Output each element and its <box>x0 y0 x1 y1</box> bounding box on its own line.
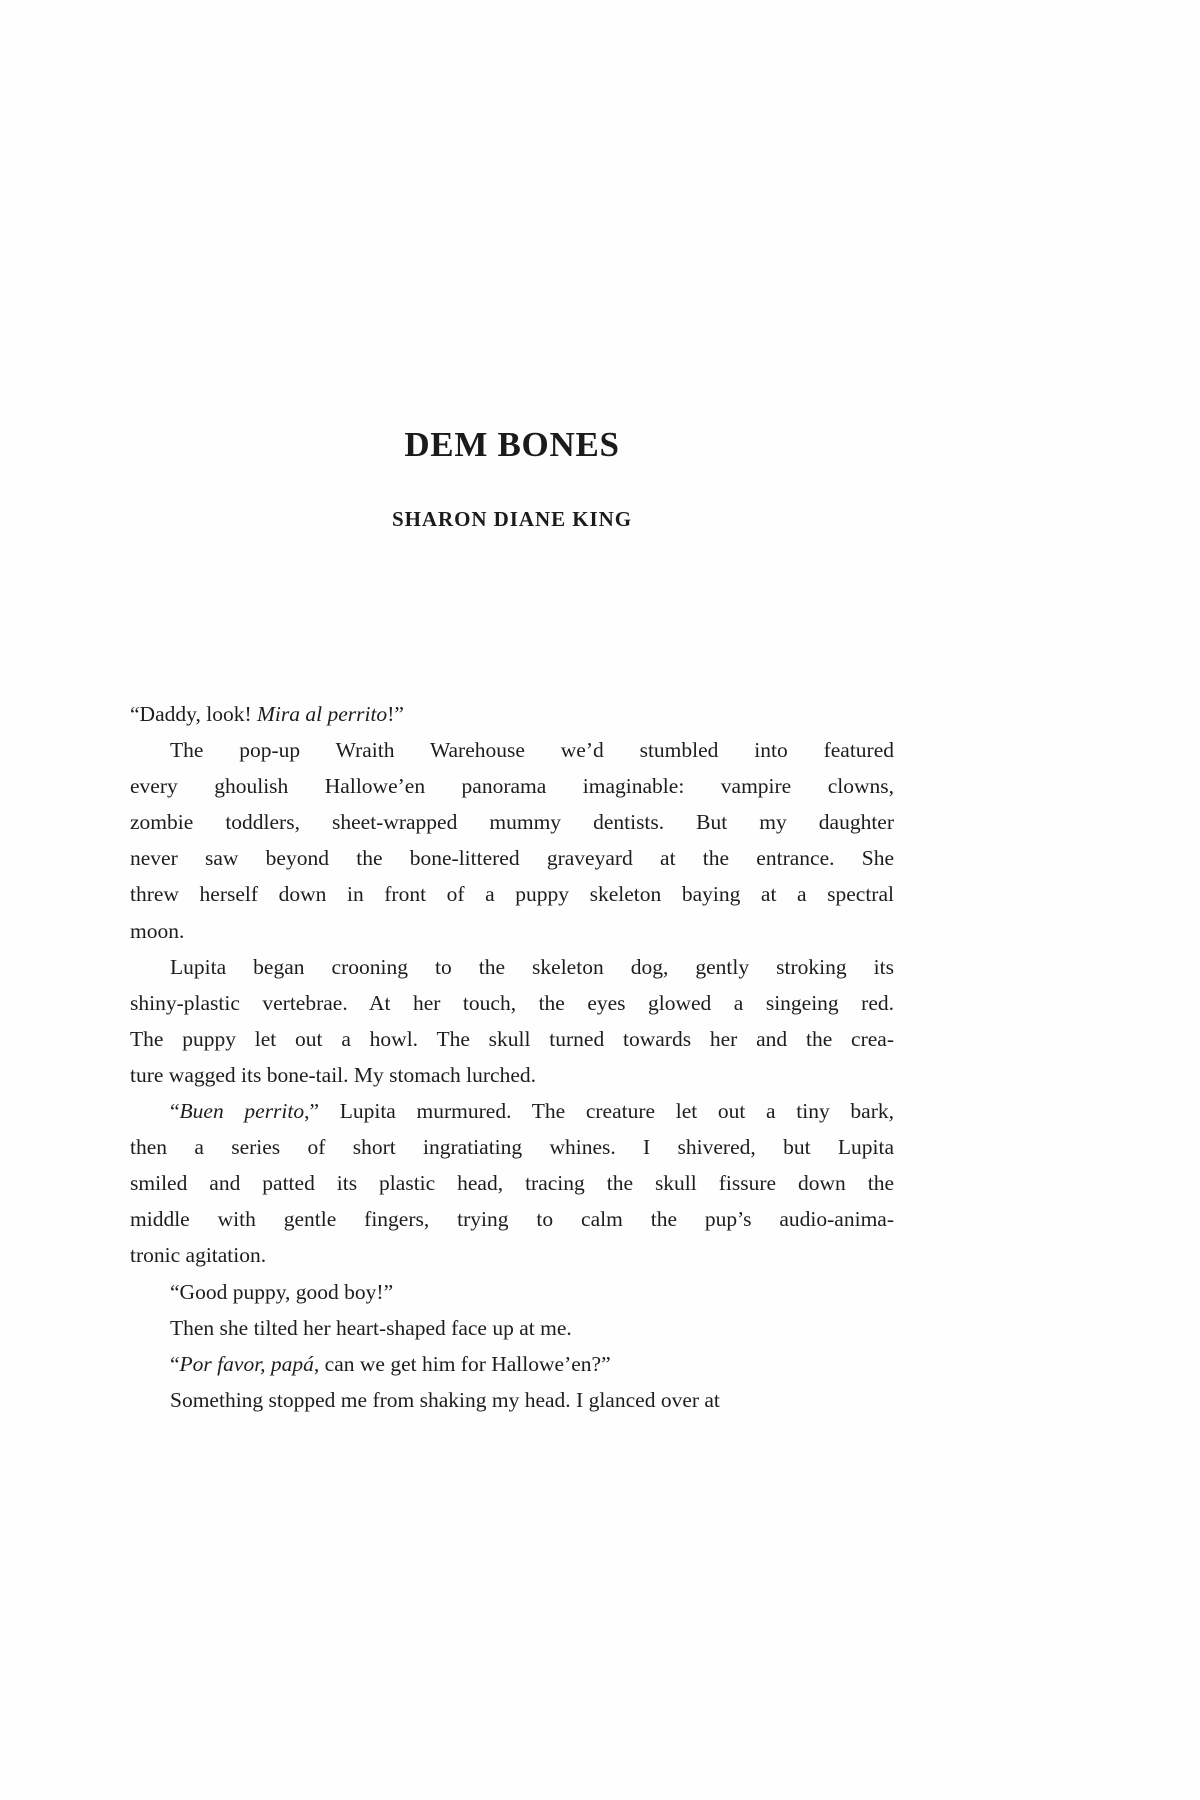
body-paragraph <box>130 696 894 732</box>
body-paragraph <box>130 1310 894 1346</box>
body-line: Then she tilted her heart-shaped face up at me. <box>170 1315 572 1340</box>
body-paragraph <box>130 1274 894 1310</box>
body-line: shiny-plastic vertebrae. At her touch, the eyes glowed a singeing red. <box>130 990 894 1015</box>
body-line: “Daddy, look! Mira al perrito!” <box>130 702 404 726</box>
body-paragraph <box>130 1093 894 1273</box>
body-line: every ghoulish Hallowe’en panorama imaginable: vampire clowns, <box>130 774 894 799</box>
body-line: The pop-up Wraith Warehouse we’d stumbled into featured <box>170 738 894 763</box>
story-header <box>130 425 894 532</box>
body-line: Lupita began crooning to the skeleton dog, gently stroking its <box>170 954 894 979</box>
body-paragraph <box>130 1382 894 1418</box>
body-line: ture wagged its bone-tail. My stomach lurched. <box>130 1062 537 1087</box>
body-line: zombie toddlers, sheet-wrapped mummy dentists. But my daughter <box>130 810 894 835</box>
body-line: never saw beyond the bone-littered graveyard at the entrance. She <box>130 846 894 871</box>
body-line: Something stopped me from shaking my head. I glanced over at <box>170 1387 720 1412</box>
body-paragraph <box>130 732 894 949</box>
body-paragraph <box>130 949 894 1093</box>
body-line: “Por favor, papá, can we get him for Hallowe’en?” <box>170 1351 611 1376</box>
body-line: “Good puppy, good boy!” <box>170 1279 394 1304</box>
story-body <box>130 696 894 1418</box>
body-line: smiled and patted its plastic head, tracing the skull fissure down the <box>130 1171 894 1196</box>
body-line: “Buen perrito,” Lupita murmured. The creature let out a tiny bark, <box>170 1099 894 1124</box>
author-byline: SHARON DIANE KING <box>391 507 633 532</box>
body-line: tronic agitation. <box>130 1243 267 1268</box>
body-line: The puppy let out a howl. The skull turned towards her and the crea- <box>130 1026 894 1051</box>
page-title: DEM BONES <box>404 425 620 464</box>
body-paragraph <box>130 1346 894 1382</box>
body-line: moon. <box>130 918 185 943</box>
body-line: then a series of short ingratiating whines. I shivered, but Lupita <box>130 1135 894 1160</box>
body-line: middle with gentle fingers, trying to calm the pup’s audio-anima- <box>130 1207 894 1232</box>
body-line: threw herself down in front of a puppy skeleton baying at a spectral <box>130 882 894 907</box>
